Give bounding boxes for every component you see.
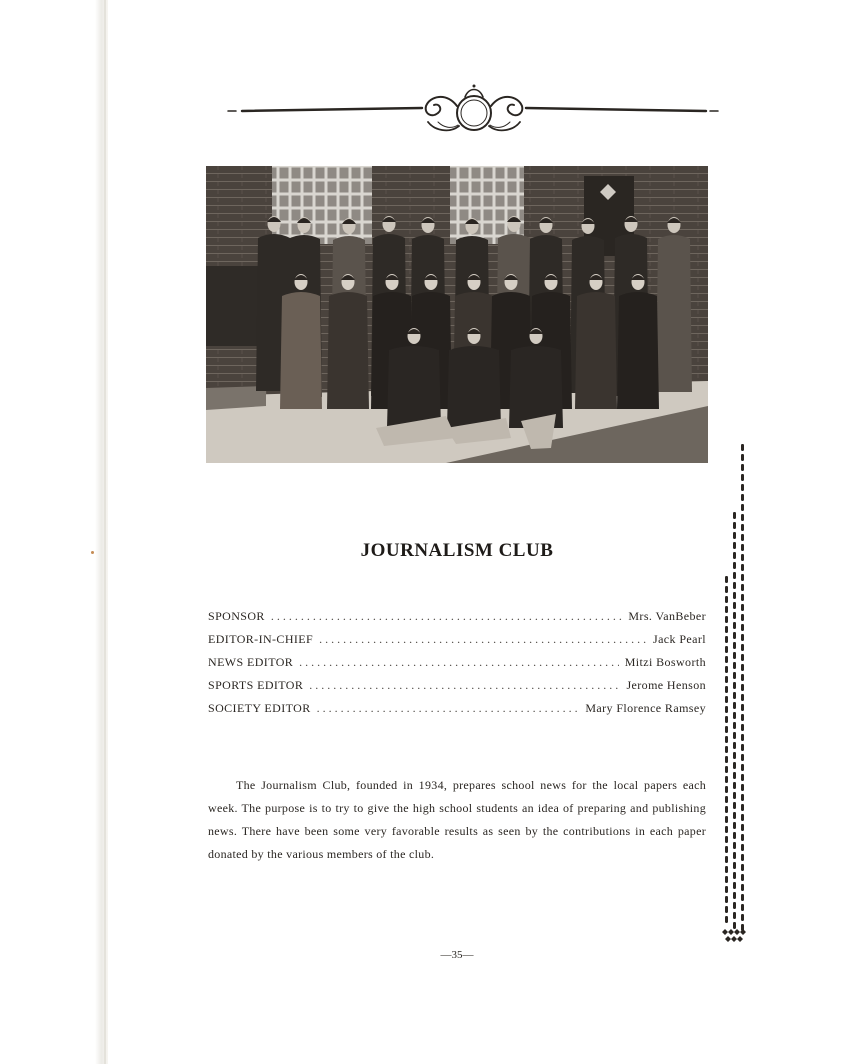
staff-name: Mary Florence Ramsey [585,701,706,715]
staff-name: Mitzi Bosworth [624,655,706,669]
page-number: —35— [440,949,474,961]
page-title: JOURNALISM CLUB [360,540,554,561]
page-margin-shadow [0,0,108,1064]
staff-row [208,609,706,632]
staff-role: EDITOR-IN-CHIEF [208,632,314,646]
paper-speck [91,551,94,554]
staff-row [208,701,706,724]
staff-role: SPORTS EDITOR [208,678,304,692]
dot-leader [319,632,647,647]
club-description: The Journalism Club, founded in 1934, prepares school news for the local papers each week. The purpose is to try to give the high school students an idea of preparing and publishing news. There have been some very favorable results as seen by the contributions in each paper donated by the various members of the club. [208,778,706,861]
scroll-ornament-icon [224,82,724,142]
dot-leader [317,701,580,716]
staff-role: SOCIETY EDITOR [208,701,311,715]
dot-leader [271,609,623,624]
staff-name: Mrs. VanBeber [628,609,706,623]
page-edge [104,0,106,1064]
staff-row [208,632,706,655]
staff-name: Jack Pearl [653,632,706,646]
dot-leader [309,678,620,693]
staff-list [208,609,706,724]
staff-row [208,678,706,701]
club-group-photo [206,166,708,463]
staff-role: NEWS EDITOR [208,655,294,669]
staff-name: Jerome Henson [626,678,706,692]
staff-role: SPONSOR [208,609,265,623]
dot-leader [299,655,619,670]
art-deco-border-icon [718,440,752,945]
staff-row [208,655,706,678]
